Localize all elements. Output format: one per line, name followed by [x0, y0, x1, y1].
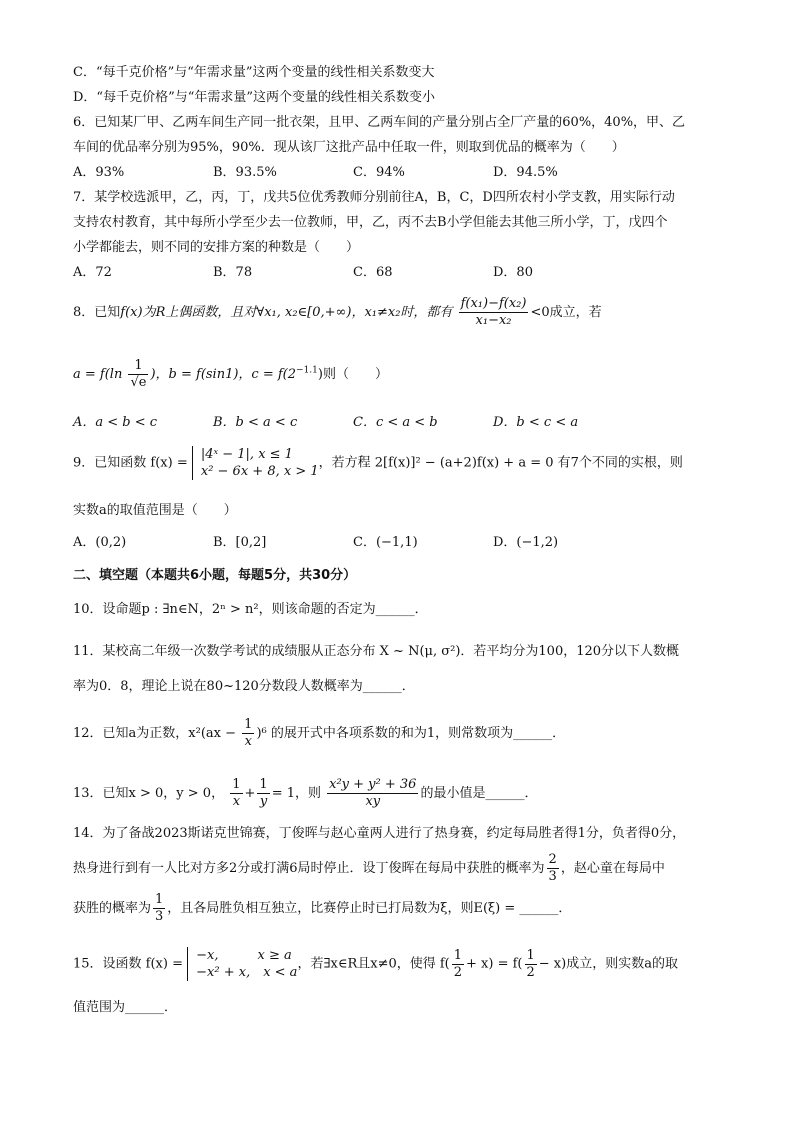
q13-f2-den: y — [259, 794, 268, 809]
q6-option-b: B．93.5% — [213, 165, 277, 180]
q6-stem-line2: 车间的优品率分别为95%，90%．现从该厂这批产品中任取一件，则取到优品的概率为（ ） — [73, 140, 625, 155]
q8-options — [73, 414, 733, 432]
q7-stem-line2: 支持农村教育，其中每所小学至少去一位教师，甲，乙，丙不去B小学但能去其他三所小学，丁，戊四个 — [73, 215, 668, 230]
q8-exponent: −1.1 — [296, 365, 318, 376]
q9-option-a: A．(0,2) — [73, 535, 127, 550]
q8-option-a: A．a < b < c — [73, 415, 158, 430]
q8-ln-fraction — [128, 358, 148, 391]
q9-text-a: 9．已知函数 f(x) = — [73, 455, 188, 471]
q14-prob-fraction-1 — [547, 852, 559, 885]
q8-option-c: C．c < a < b — [353, 415, 438, 430]
q8-fraction — [459, 296, 529, 329]
q10-stem: 10．设命题p : ∃n∈N，2ⁿ > n²，则该命题的否定为______． — [73, 602, 428, 617]
q9-case2: x² − 6x + 8, x > 1 — [192, 463, 319, 480]
q8-option-d: D．b < c < a — [493, 415, 579, 430]
q15-case1: −x, x ≥ a — [187, 947, 297, 964]
q13-f3-num: x²y + y² + 36 — [329, 777, 417, 792]
q15-stem-line1 — [73, 947, 678, 981]
q14-text-c: 获胜的概率为 — [73, 901, 152, 916]
q6-stem-line1: 6．已知某厂甲、乙两车间生产同一批衣架，且甲、乙两车间的产量分别占全厂产量的60%，40%，甲、乙 — [73, 115, 686, 130]
q15-stem-line2: 值范围为______． — [73, 1000, 178, 1015]
q14-p1-num: 2 — [548, 852, 557, 867]
q13-stem — [73, 777, 537, 810]
q13-frac3 — [327, 777, 418, 810]
q15-piecewise — [187, 947, 297, 981]
q8-stem-line2 — [73, 358, 388, 391]
q14-p1-den: 3 — [548, 869, 557, 884]
q15-case2: −x² + x, x < a — [187, 964, 297, 981]
q8-ln-num: 1 — [128, 358, 148, 375]
q9-piecewise — [192, 446, 319, 480]
q5-option-d: D．“每千克价格”与“年需求量”这两个变量的线性相关系数变小 — [73, 90, 436, 105]
q13-f2-num: 1 — [259, 777, 268, 792]
q6-options — [73, 164, 733, 182]
q14-text-a: 热身进行到有一人比对方多2分或打满6局时停止．设丁俊晖在每局中获胜的概率为 — [73, 861, 545, 876]
q13-frac2 — [257, 777, 269, 810]
q13-text-c: 的最小值是______． — [420, 786, 538, 801]
q12-fraction — [242, 717, 254, 750]
q9-stem-line1 — [73, 446, 683, 480]
q13-frac1 — [230, 777, 242, 810]
q8-frac-num: f(x₁)−f(x₂) — [460, 296, 527, 311]
q15-h2-den: 2 — [526, 964, 535, 980]
q9-case1: |4ˣ − 1|, x ≤ 1 — [192, 446, 319, 463]
q12-frac-den: x — [244, 734, 252, 749]
q5-option-c: C．“每千克价格”与“年需求量”这两个变量的线性相关系数变大 — [73, 65, 435, 80]
q7-stem-line1: 7．某学校选派甲，乙，丙，丁，戊共5位优秀教师分别前往A，B，C，D四所农村小学支教，用实际行动 — [73, 190, 675, 205]
q15-half-1 — [452, 948, 464, 981]
q12-text-a: 12．已知a为正数，x²(ax − — [73, 726, 237, 741]
q14-prob-fraction-2 — [153, 892, 165, 925]
q6-option-a: A．93% — [73, 165, 125, 180]
q12-stem — [73, 717, 565, 750]
q13-plus: + — [244, 786, 256, 801]
q15-h1-num: 1 — [453, 947, 463, 963]
q15-text-a: 15．设函数 f(x) = — [73, 956, 183, 972]
q12-frac-num: 1 — [244, 717, 253, 732]
q7-option-a: A．72 — [73, 265, 112, 280]
q14-stem-line2 — [73, 852, 665, 885]
q14-p2-den: 3 — [155, 909, 164, 924]
q14-stem-line1: 14．为了备战2023斯诺克世锦赛，丁俊晖与赵心童两人进行了热身赛，约定每局胜者得1分，负者得0分， — [73, 826, 686, 841]
q7-stem-line3: 小学都能去，则不同的安排方案的种数是（ ） — [73, 240, 360, 255]
q6-option-d: D．94.5% — [493, 165, 558, 180]
q6-option-c: C．94% — [353, 165, 405, 180]
q9-option-c: C．(−1,1) — [353, 535, 418, 550]
q15-text-b: ，若∃x∈R且x≠0，使得 f( — [297, 956, 450, 972]
q8-text-end: )则（ ） — [317, 367, 388, 382]
q8-option-b: B．b < a < c — [213, 415, 298, 430]
q9-text-b: ，若方程 2[f(x)]² − (a+2)f(x) + a = 0 有7个不同的实根，则 — [318, 455, 683, 471]
q15-h1-den: 2 — [453, 964, 463, 980]
q8-frac-den: x₁−x₂ — [475, 313, 512, 328]
q15-half-2 — [525, 948, 537, 981]
q15-text-c: + x) = f( — [466, 956, 523, 972]
q13-f1-num: 1 — [232, 777, 241, 792]
q8-ln-den: √e — [130, 375, 147, 390]
q8-text-b: f(x)为R上偶函数，且对∀x₁, x₂∈[0,+∞)，x₁≠x₂时，都有 — [120, 305, 453, 320]
q13-f1-den: x — [232, 794, 241, 809]
q7-options — [73, 264, 733, 282]
q7-option-d: D．80 — [493, 265, 533, 280]
q13-text-a: 13．已知x > 0，y > 0， — [73, 786, 225, 801]
q9-options — [73, 534, 733, 552]
section-2-heading: 二、填空题（本题共6小题，每题5分，共30分） — [73, 568, 357, 583]
q12-text-b: )⁶ 的展开式中各项系数的和为1，则常数项为______． — [256, 726, 566, 741]
q15-h2-num: 1 — [526, 947, 535, 963]
q9-stem-line2: 实数a的取值范围是（ ） — [73, 503, 237, 518]
q8-stem-line1 — [73, 296, 602, 329]
q8-a-def: a = f(ln — [73, 367, 123, 382]
q11-stem-line1: 11．某校高二年级一次数学考试的成绩服从正态分布 X ~ N(μ, σ²)．若平均分为100，120分以下人数概 — [73, 644, 680, 659]
q7-option-c: C．68 — [353, 265, 393, 280]
q7-option-b: B．78 — [213, 265, 253, 280]
q13-f3-den: xy — [365, 794, 381, 809]
q9-option-b: B．[0,2] — [213, 535, 267, 550]
q11-stem-line2: 率为0．8，理论上说在80~120分数段人数概率为______． — [73, 679, 415, 694]
q15-text-d: − x)成立，则实数a的取 — [538, 956, 678, 972]
q14-stem-line3 — [73, 892, 571, 925]
q14-p2-num: 1 — [155, 892, 164, 907]
q14-text-b: ，赵心童在每局中 — [560, 861, 665, 876]
q8-text-c: <0成立，若 — [530, 305, 602, 320]
q13-text-b: = 1，则 — [271, 786, 321, 801]
q9-option-d: D．(−1,2) — [493, 535, 559, 550]
q14-text-d: ，且各局胜负相互独立，比赛停止时已打局数为ξ，则E(ξ) = ______． — [167, 901, 572, 916]
q8-bc-def: )，b = f(sin1)，c = f(2 — [150, 367, 297, 382]
q8-text-a: 8．已知 — [73, 305, 121, 320]
